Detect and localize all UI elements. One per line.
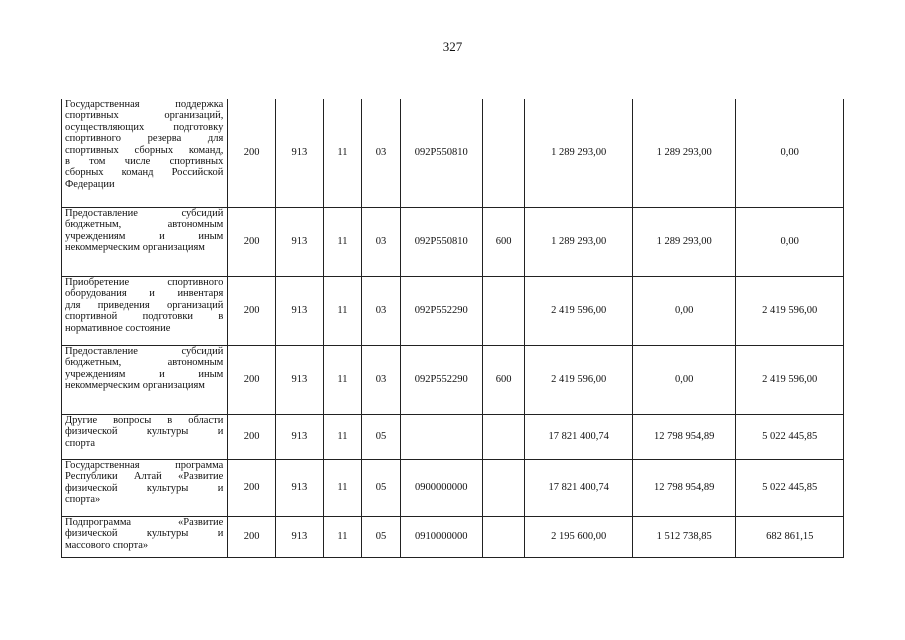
- cell-code-section: 11: [323, 208, 362, 277]
- cell-sum-executed: 12 798 954,89: [632, 460, 735, 517]
- cell-sum-total: 1 289 293,00: [525, 208, 633, 277]
- table-row: [62, 415, 844, 460]
- item-name-line: физической культуры и: [65, 528, 224, 540]
- cell-item-name: [62, 208, 228, 277]
- item-name-line: нормативное состояние: [65, 322, 171, 334]
- cell-code-subsection: 03: [362, 99, 401, 208]
- item-name-line: массового спорта»: [65, 539, 149, 551]
- cell-sum-remaining: 5 022 445,85: [736, 415, 844, 460]
- item-name-line: Другие вопросы в области: [65, 415, 224, 426]
- cell-code-admin: 200: [228, 99, 276, 208]
- cell-code-admin: 200: [228, 277, 276, 346]
- item-name-line: Республики Алтай «Развитие: [65, 471, 224, 483]
- cell-code-subsection: 03: [362, 346, 401, 415]
- cell-code-section: 11: [323, 346, 362, 415]
- cell-item-name: [62, 277, 228, 346]
- cell-sum-remaining: 0,00: [736, 99, 844, 208]
- cell-code-subsection: 03: [362, 208, 401, 277]
- cell-item-name: [62, 415, 228, 460]
- cell-sum-total: 2 419 596,00: [525, 346, 633, 415]
- item-name-line: физической культуры и: [65, 482, 224, 494]
- table-row: [62, 460, 844, 517]
- cell-expense-type: [482, 460, 525, 517]
- cell-expense-type: [482, 99, 525, 208]
- cell-sum-remaining: 2 419 596,00: [736, 346, 844, 415]
- cell-target-article: 092P552290: [400, 346, 482, 415]
- item-name-line: физической культуры и: [65, 426, 224, 438]
- cell-code-subsection: 03: [362, 277, 401, 346]
- item-name-line: бюджетным, автономным: [65, 219, 224, 231]
- cell-code-admin: 200: [228, 460, 276, 517]
- cell-target-article: 0900000000: [400, 460, 482, 517]
- item-name-line: спортивных сборных команд,: [65, 144, 224, 156]
- item-name-line: спорта»: [65, 494, 101, 506]
- cell-expense-type: [482, 517, 525, 558]
- item-name-line: Подпрограмма «Развитие: [65, 517, 224, 528]
- cell-sum-remaining: 2 419 596,00: [736, 277, 844, 346]
- cell-sum-executed: 12 798 954,89: [632, 415, 735, 460]
- cell-target-article: 092P552290: [400, 277, 482, 346]
- cell-code-admin: 200: [228, 517, 276, 558]
- cell-sum-total: 1 289 293,00: [525, 99, 633, 208]
- item-name-line: Государственная программа: [65, 460, 224, 471]
- cell-code-ministry: 913: [275, 415, 323, 460]
- item-name-line: Предоставление субсидий: [65, 346, 224, 357]
- cell-item-name: [62, 99, 228, 208]
- cell-expense-type: [482, 415, 525, 460]
- item-name-line: некоммерческим организациям: [65, 242, 205, 254]
- table-row: [62, 346, 844, 415]
- item-name-line: спортивного резерва для: [65, 133, 224, 145]
- cell-sum-remaining: 0,00: [736, 208, 844, 277]
- cell-sum-executed: 0,00: [632, 346, 735, 415]
- cell-code-section: 11: [323, 99, 362, 208]
- cell-code-ministry: 913: [275, 460, 323, 517]
- cell-target-article: 092P550810: [400, 99, 482, 208]
- cell-sum-executed: 1 512 738,85: [632, 517, 735, 558]
- item-name-line: сборных команд Российской: [65, 167, 224, 179]
- item-name-line: в том числе спортивных: [65, 156, 224, 168]
- item-name-line: спортивных организаций,: [65, 110, 224, 122]
- item-name-line: Государственная поддержка: [65, 99, 224, 110]
- cell-code-ministry: 913: [275, 208, 323, 277]
- cell-item-name: [62, 346, 228, 415]
- item-name-line: учреждениям и иным: [65, 230, 224, 242]
- item-name-line: Приобретение спортивного: [65, 277, 224, 288]
- table-row: [62, 208, 844, 277]
- item-name-line: спорта: [65, 437, 96, 449]
- item-name-line: спортивной подготовки в: [65, 311, 224, 323]
- cell-code-section: 11: [323, 415, 362, 460]
- cell-code-admin: 200: [228, 415, 276, 460]
- cell-item-name: [62, 517, 228, 558]
- cell-code-ministry: 913: [275, 277, 323, 346]
- cell-code-subsection: 05: [362, 517, 401, 558]
- cell-target-article: 092P550810: [400, 208, 482, 277]
- cell-sum-executed: 0,00: [632, 277, 735, 346]
- cell-code-ministry: 913: [275, 346, 323, 415]
- item-name-line: оборудования и инвентаря: [65, 288, 224, 300]
- item-name-line: Предоставление субсидий: [65, 208, 224, 219]
- cell-code-ministry: 913: [275, 99, 323, 208]
- cell-sum-total: 17 821 400,74: [525, 460, 633, 517]
- cell-target-article: [400, 415, 482, 460]
- cell-sum-executed: 1 289 293,00: [632, 99, 735, 208]
- cell-sum-total: 2 195 600,00: [525, 517, 633, 558]
- cell-sum-total: 2 419 596,00: [525, 277, 633, 346]
- cell-code-section: 11: [323, 460, 362, 517]
- item-name-line: некоммерческим организациям: [65, 380, 205, 392]
- table-row: [62, 277, 844, 346]
- item-name-line: бюджетным, автономным: [65, 357, 224, 369]
- cell-code-subsection: 05: [362, 460, 401, 517]
- table-body: [62, 99, 844, 558]
- cell-code-ministry: 913: [275, 517, 323, 558]
- budget-table: [61, 99, 844, 558]
- page-number: 327: [442, 39, 463, 54]
- cell-item-name: [62, 460, 228, 517]
- cell-expense-type: [482, 277, 525, 346]
- cell-sum-executed: 1 289 293,00: [632, 208, 735, 277]
- cell-code-subsection: 05: [362, 415, 401, 460]
- cell-expense-type: 600: [482, 208, 525, 277]
- cell-code-section: 11: [323, 277, 362, 346]
- cell-code-admin: 200: [228, 208, 276, 277]
- table-row: [62, 99, 844, 208]
- item-name-line: учреждениям и иным: [65, 368, 224, 380]
- cell-target-article: 0910000000: [400, 517, 482, 558]
- cell-code-section: 11: [323, 517, 362, 558]
- cell-expense-type: 600: [482, 346, 525, 415]
- item-name-line: для приведения организаций: [65, 299, 224, 311]
- table-row: [62, 517, 844, 558]
- item-name-line: осуществляющих подготовку: [65, 121, 224, 133]
- cell-sum-remaining: 5 022 445,85: [736, 460, 844, 517]
- cell-code-admin: 200: [228, 346, 276, 415]
- cell-sum-total: 17 821 400,74: [525, 415, 633, 460]
- item-name-line: Федерации: [65, 178, 115, 190]
- cell-sum-remaining: 682 861,15: [736, 517, 844, 558]
